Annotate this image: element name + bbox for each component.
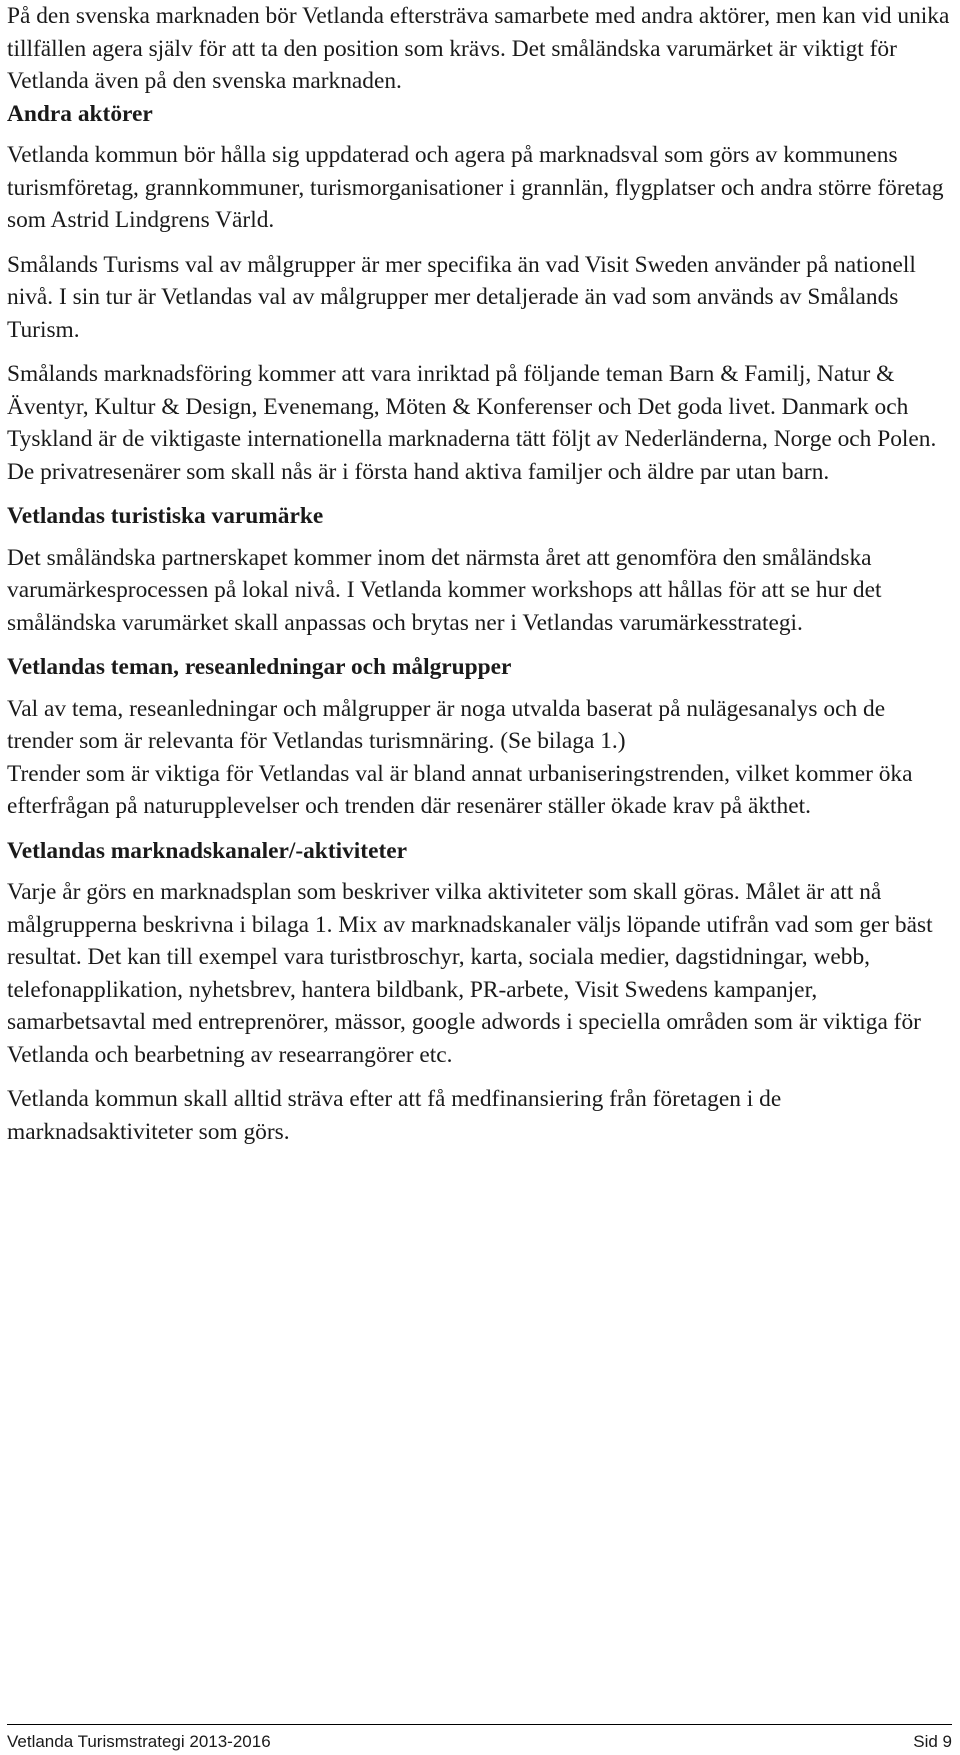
body-paragraph: Det småländska partnerskapet kommer inom det närmsta året att genomföra den småländska varumärkesprocessen på lokal nivå. I Vetlanda kommer workshops att hållas för att se hur det småländska varumärket skall anpassas och brytas ner i Vetlandas varumärkesstrategi. — [7, 544, 882, 636]
body-paragraph: Varje år görs en marknadsplan som beskriver vilka aktiviteter som skall göras. Målet är att nå målgrupperna beskrivna i bilaga 1. Mix av marknadskanaler väljs löpande utifrån vad som ger bäst resultat. Det kan till exempel vara turistbroschyr, karta, sociala medier, dagstidningar, webb, telefonapplikation, nyhetsbrev, hantera bildbank, PR-arbete, Visit Swedens kampanjer, samarbetsavtal med entreprenörer, mässor, google adwords i speciella områden som är viktiga för Vetlanda och bearbetning av researrangörer etc. — [7, 879, 933, 1068]
section-heading-varumarke: Vetlandas turistiska varumärke — [7, 503, 324, 529]
footer-document-title: Vetlanda Turismstrategi 2013-2016 — [7, 1732, 271, 1751]
section-heading-marknadskanaler: Vetlandas marknadskanaler/-aktiviteter — [7, 837, 408, 864]
footer-page-number: Sid 9 — [913, 1732, 952, 1751]
body-paragraph: Vetlanda kommun bör hålla sig uppdaterad och agera på marknadsval som görs av kommunens turismföretag, grannkommuner, turismorganisationer i grannlän, flygplatser och andra större företag som Astrid Lindgrens Värld. — [7, 142, 944, 233]
body-paragraph: Smålands Turisms val av målgrupper är mer specifika än vad Visit Sweden använder på nationell nivå. I sin tur är Vetlandas val av målgrupper mer detaljerade än vad som används av Smålands Turism. — [7, 251, 916, 343]
intro-paragraph: På den svenska marknaden bör Vetlanda eftersträva samarbete med andra aktörer, men kan vid unika tillfällen agera själv för att ta den position som krävs. Det småländska varumärket är viktigt för Vetlanda även på den svenska marknaden. — [7, 3, 950, 94]
page-footer — [7, 1724, 952, 1752]
body-paragraph: Val av tema, reseanledningar och målgrupper är noga utvalda baserat på nulägesanalys och de trender som är relevanta för Vetlandas turismnäring. (Se bilaga 1.) — [7, 695, 886, 754]
document-body — [7, 0, 952, 1148]
body-paragraph: Vetlanda kommun skall alltid sträva efter att få medfinansiering från företagen i de marknadsaktiviteter som görs. — [7, 1086, 782, 1145]
body-paragraph: Smålands marknadsföring kommer att vara inriktad på följande teman Barn & Familj, Natur & Äventyr, Kultur & Design, Evenemang, Möten & Konferenser och Det goda livet. Danmark och Tyskland är de viktigaste internationella marknaderna tätt följt av Nederländerna, Norge och Polen. De privatresenärer som skall nås är i första hand aktiva familjer och äldre par utan barn. — [7, 361, 937, 485]
section-heading-teman: Vetlandas teman, reseanledningar och målgrupper — [7, 654, 512, 680]
body-paragraph: Trender som är viktiga för Vetlandas val är bland annat urbaniseringstrenden, vilket kommer öka efterfrågan på naturupplevelser och trenden där resenärer ställer ökade krav på äkthet. — [7, 760, 913, 819]
section-heading-andra-aktorer: Andra aktörer — [7, 100, 153, 127]
